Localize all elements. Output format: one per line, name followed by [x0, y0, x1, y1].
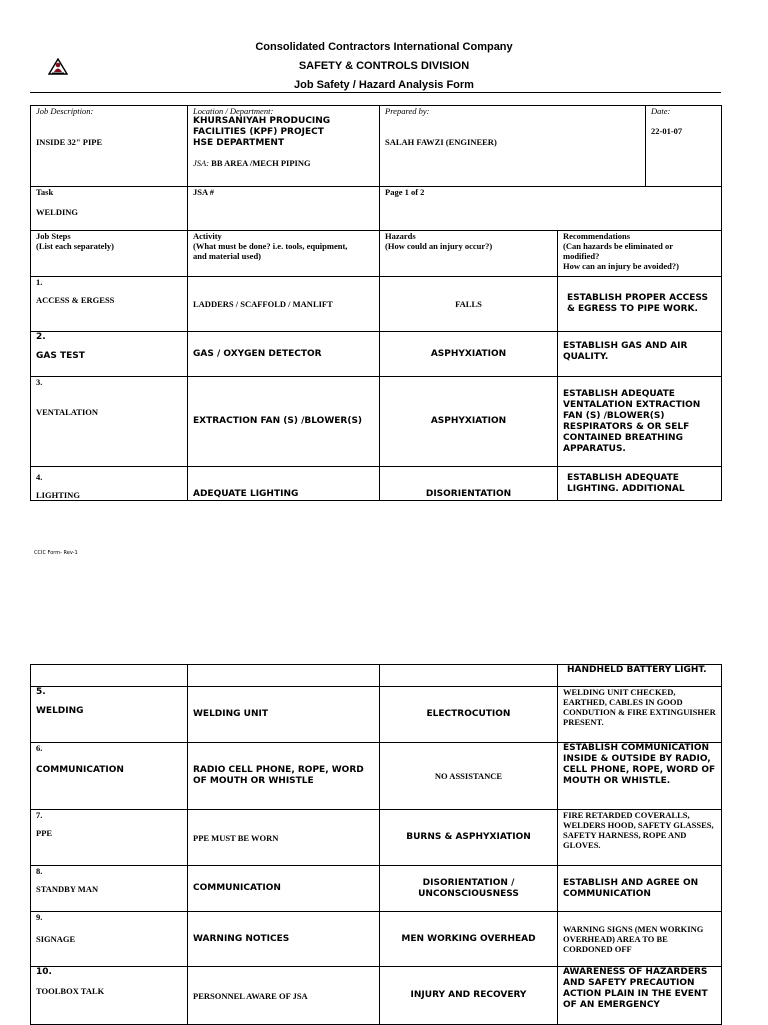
- location-line2: FACILITIES (KPF) PROJECT: [193, 127, 324, 137]
- activity-cell: PERSONNEL AWARE OF JSA: [188, 967, 380, 1025]
- steps-header: Job Steps (List each separately): [31, 231, 188, 277]
- hazard-cell: ASPHYXIATION: [380, 377, 558, 467]
- activity-header: Activity (What must be done? i.e. tools, equipment, and material used): [188, 231, 380, 277]
- activity-cell: COMMUNICATION: [188, 866, 380, 912]
- step-cell: 3. VENTALATION: [31, 377, 188, 467]
- hazard-cell: NO ASSISTANCE: [380, 743, 558, 810]
- activity-cell: EXTRACTION FAN (S) /BLOWER(S): [188, 377, 380, 467]
- prepared-label: Prepared by:: [385, 106, 430, 116]
- division-name: SAFETY & CONTROLS DIVISION: [298, 60, 470, 72]
- step-cell: 7. PPE: [31, 810, 188, 866]
- step-cell: 9. SIGNAGE: [31, 912, 188, 967]
- activity-cell: WELDING UNIT: [188, 687, 380, 743]
- hazard-cell: FALLS: [380, 277, 558, 332]
- recommendations-header: Recommendations (Can hazards be eliminated or modified? How can an injury be avoided?): [558, 231, 722, 277]
- table-row: [31, 912, 722, 967]
- table-row: [31, 810, 722, 866]
- activity-cell: GAS / OXYGEN DETECTOR: [188, 332, 380, 377]
- task-cell: [31, 187, 188, 231]
- prepared-value: SALAH FAWZI (ENGINEER): [385, 137, 497, 147]
- table-row: [31, 332, 722, 377]
- activity-cell: RADIO CELL PHONE, ROPE, WORD OF MOUTH OR WHISTLE: [188, 743, 380, 810]
- empty-cell: [31, 665, 188, 687]
- header-rule: [30, 92, 721, 93]
- activity-cell: PPE MUST BE WORN: [188, 810, 380, 866]
- step-cell: 10. TOOLBOX TALK: [31, 967, 188, 1025]
- task-value: WELDING: [36, 207, 79, 217]
- jsa-table-page2: [30, 664, 722, 1025]
- recommendation-cell: WELDING UNIT CHECKED, EARTHED, CABLES IN GOOD CONDUTION & FIRE EXTINGUISHER PRESENT.: [558, 687, 722, 743]
- column-header-row: [31, 231, 722, 277]
- table-row: [31, 967, 722, 1025]
- jsa-value: BB AREA /MECH PIPING: [211, 158, 311, 168]
- step-cell: 6. COMMUNICATION: [31, 743, 188, 810]
- recommendation-cell: ESTABLISH COMMUNICATION INSIDE & OUTSIDE BY RADIO, CELL PHONE, ROPE, WORD OF MOUTH OR WHISTLE.: [558, 743, 722, 810]
- recommendation-cell: AWARENESS OF HAZARDERS AND SAFETY PRECAUTION ACTION PLAIN IN THE EVENT OF AN EMERGENCY: [558, 967, 722, 1025]
- table-row: [31, 467, 722, 501]
- location-line1: KHURSANIYAH PRODUCING: [193, 116, 331, 126]
- date-value: 22-01-07: [651, 126, 683, 136]
- task-label: Task: [36, 187, 54, 197]
- empty-cell: [188, 665, 380, 687]
- table-row: [31, 277, 722, 332]
- recommendation-cell: ESTABLISH AND AGREE ON COMMUNICATION: [558, 866, 722, 912]
- date-label: Date:: [651, 106, 671, 116]
- recommendation-cell: WARNING SIGNS (MEN WORKING OVERHEAD) AREA TO BE CORDONED OFF: [558, 912, 722, 967]
- table-row: [31, 687, 722, 743]
- recommendation-cell: ESTABLISH ADEQUATE VENTALATION EXTRACTION FAN (S) /BLOWER(S) RESPIRATORS & OR SELF CONTAINED BREATHING APPARATUS.: [558, 377, 722, 467]
- table-row: [31, 377, 722, 467]
- hazard-cell: ASPHYXIATION: [380, 332, 558, 377]
- step-cell: 2. GAS TEST: [31, 332, 188, 377]
- hazard-cell: ELECTROCUTION: [380, 687, 558, 743]
- continuation-row: [31, 665, 722, 687]
- location-cell: [188, 106, 380, 187]
- info-row: [31, 106, 722, 187]
- continuation-cell: HANDHELD BATTERY LIGHT.: [558, 665, 722, 687]
- task-row: [31, 187, 722, 231]
- company-name: Consolidated Contractors International Company: [255, 41, 513, 53]
- jsa-number-cell: JSA #: [188, 187, 380, 231]
- jsa-label: JSA: BB AREA /MECH PIPING: [193, 158, 311, 168]
- location-label: Location / Department:: [193, 106, 274, 116]
- empty-cell: [380, 665, 558, 687]
- activity-cell: WARNING NOTICES: [188, 912, 380, 967]
- table-row: [31, 743, 722, 810]
- hazard-cell: MEN WORKING OVERHEAD: [380, 912, 558, 967]
- job-description-cell: [31, 106, 188, 187]
- hazard-cell: DISORIENTATION / UNCONSCIOUSNESS: [380, 866, 558, 912]
- activity-cell: ADEQUATE LIGHTING: [188, 467, 380, 501]
- hazard-cell: DISORIENTATION: [380, 467, 558, 501]
- hazards-header: Hazards (How could an injury occur?): [380, 231, 558, 277]
- location-line3: HSE DEPARTMENT: [193, 138, 285, 148]
- page-number-cell: Page 1 of 2: [380, 187, 722, 231]
- hazard-cell: INJURY AND RECOVERY: [380, 967, 558, 1025]
- step-cell: 4. LIGHTING: [31, 467, 188, 501]
- company-logo-icon: [48, 58, 68, 75]
- recommendation-cell: ESTABLISH ADEQUATE LIGHTING. ADDITIONAL: [558, 467, 722, 501]
- recommendation-cell: ESTABLISH PROPER ACCESS & EGRESS TO PIPE WORK.: [558, 277, 722, 332]
- job-description-label: Job Description:: [36, 106, 94, 116]
- form-title: Job Safety / Hazard Analysis Form: [294, 79, 474, 91]
- table-row: [31, 866, 722, 912]
- jsa-table-page1: [30, 105, 722, 501]
- step-cell: 1. ACCESS & ERGESS: [31, 277, 188, 332]
- job-description-value: INSIDE 32" PIPE: [36, 137, 103, 147]
- recommendation-cell: FIRE RETARDED COVERALLS, WELDERS HOOD, SAFETY GLASSES, SAFETY HARNESS, ROPE AND GLOVES.: [558, 810, 722, 866]
- prepared-cell: [380, 106, 646, 187]
- date-cell: [646, 106, 722, 187]
- step-cell: 5. WELDING: [31, 687, 188, 743]
- recommendation-cell: ESTABLISH GAS AND AIR QUALITY.: [558, 332, 722, 377]
- step-cell: 8. STANDBY MAN: [31, 866, 188, 912]
- activity-cell: LADDERS / SCAFFOLD / MANLIFT: [188, 277, 380, 332]
- hazard-cell: BURNS & ASPHYXIATION: [380, 810, 558, 866]
- form-footer: CCIC Form- Rev-1: [34, 550, 78, 556]
